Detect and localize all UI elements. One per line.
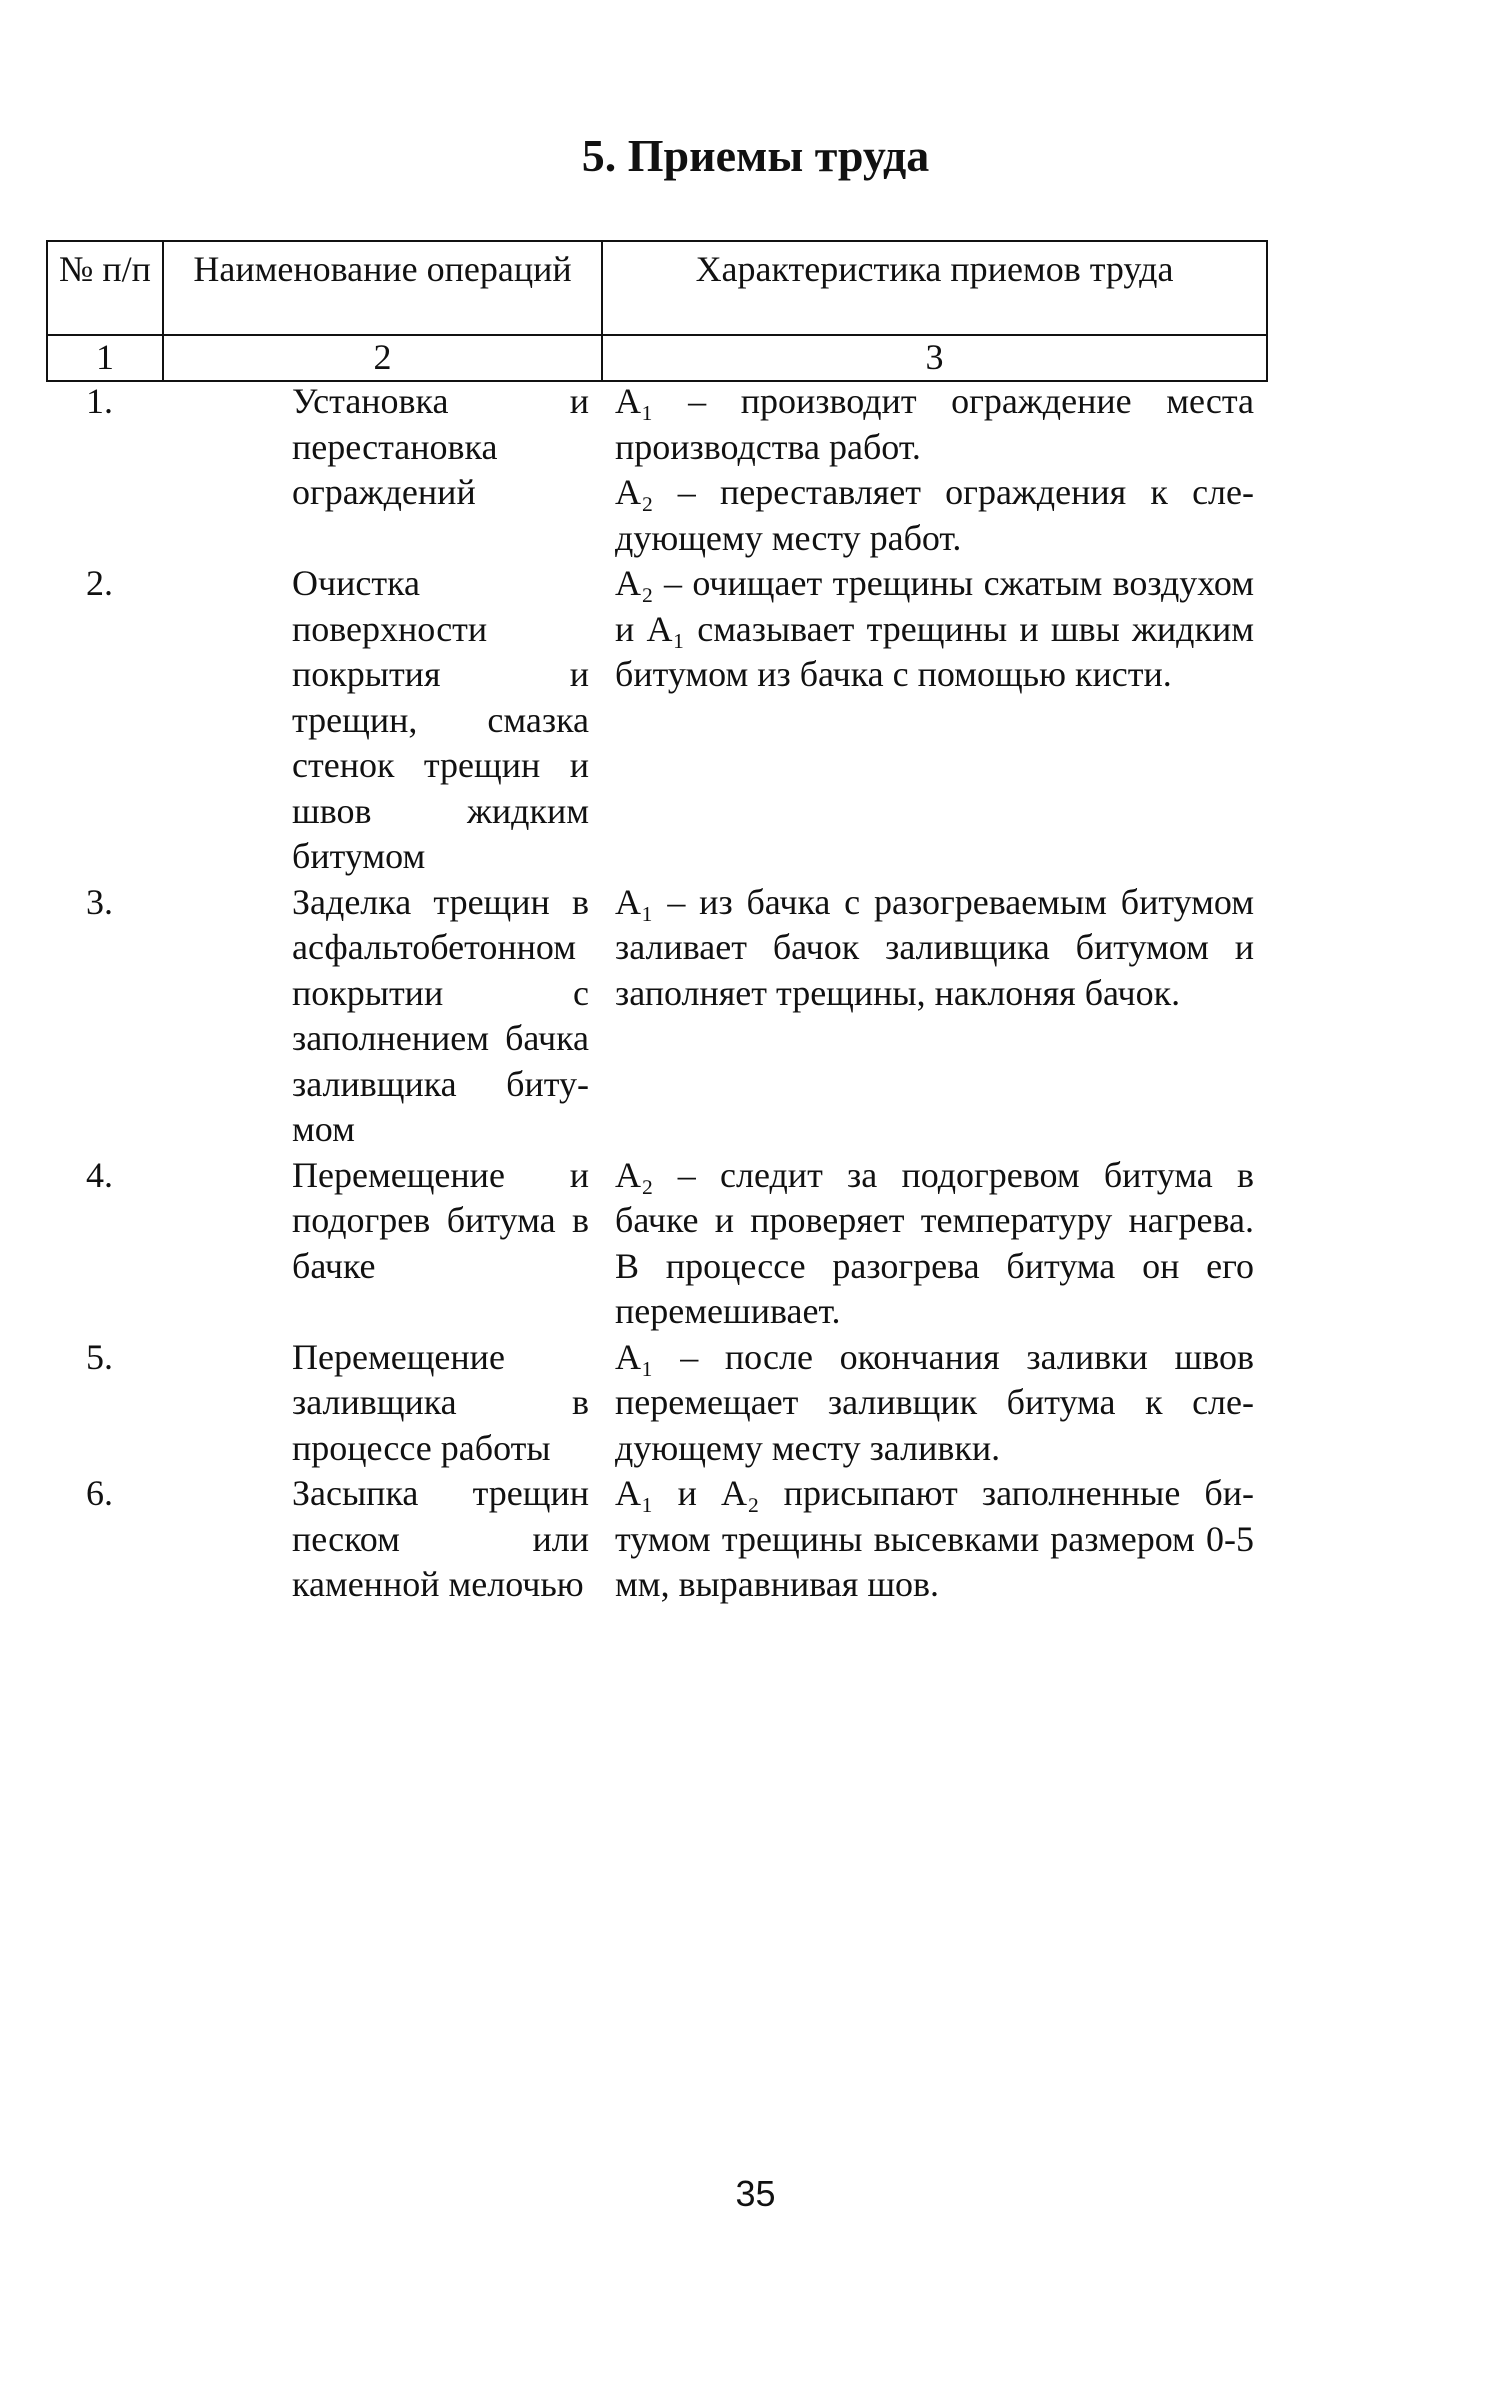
table-row (46, 1471, 1266, 1608)
table-row (46, 1335, 1266, 1472)
header-row (47, 241, 1267, 335)
operation-description (601, 1471, 1266, 1608)
operations-table (46, 379, 1266, 1608)
operation-description (601, 880, 1266, 1153)
operation-name: Очистка поверхности покрытия и трещин, смазка стенок трещин и швов жидким битумом (292, 563, 589, 876)
description-paragraph: A₂ – очищает трещины сжатым воздухом и A₁ смазывает трещины и швы жидким битумом из бачка с помощью кисти. (615, 563, 1254, 694)
operation-name: Перемещение и подогрев битума в бачке (292, 1154, 589, 1286)
operation-description (601, 379, 1266, 561)
description-paragraph: A₁ и A₂ присыпают заполненные битумом трещины высевками размером 0-5 мм, выравнивая шов. (615, 1473, 1254, 1604)
operation-name: Перемещение заливщика в процессе работы (292, 1336, 589, 1468)
description-paragraph: A₂ – следит за подогревом битума в бачке и проверяет температуру нагрева. В процессе разогрева битума он его перемешивает. (615, 1154, 1254, 1331)
table-row (46, 1153, 1266, 1335)
header-operation-name: Наименование операций (163, 241, 602, 335)
operation-description (601, 561, 1266, 880)
operation-name: Заделка трещин в асфальтобетонном покрытии с заполнением бачка заливщика битумом (292, 881, 589, 1149)
operation-description (601, 1153, 1266, 1335)
description-paragraph: A₁ – из бачка с разогреваемым битумом заливает бачок заливщика битумом и заполняет трещины, наклоняя бачок. (615, 881, 1254, 1013)
table-header (46, 240, 1268, 382)
operation-name: Засыпка трещин песком или каменной мелочью (292, 1473, 589, 1604)
operation-description (601, 1335, 1266, 1472)
page-title: 5. Приемы труда (581, 130, 930, 181)
column-number-1: 1 (47, 335, 163, 381)
column-number-3: 3 (602, 335, 1267, 381)
operation-name: Установка и перестановка ограждений (292, 381, 589, 512)
row-number: 1. (86, 381, 113, 421)
row-number: 6. (86, 1473, 113, 1513)
description-paragraph: A₁ – производит ограждение места производства работ. (615, 381, 1254, 467)
table-row (46, 379, 1266, 561)
table-row (46, 561, 1266, 880)
table-row (46, 880, 1266, 1153)
column-number-row (47, 335, 1267, 381)
header-number: № п/п (47, 241, 163, 335)
column-number-2: 2 (163, 335, 602, 381)
header-description: Характеристика приемов труда (602, 241, 1267, 335)
description-paragraph: A₂ – переставляет ограждения к следующему месту работ. (615, 472, 1254, 558)
row-number: 4. (86, 1154, 113, 1195)
page-number: 35 (735, 2173, 776, 2214)
row-number: 3. (86, 881, 113, 922)
description-paragraph: A₁ – после окончания заливки швов перемещает заливщик битума к следующему месту заливки. (615, 1336, 1254, 1468)
row-number: 5. (86, 1336, 113, 1377)
row-number: 2. (86, 563, 113, 603)
